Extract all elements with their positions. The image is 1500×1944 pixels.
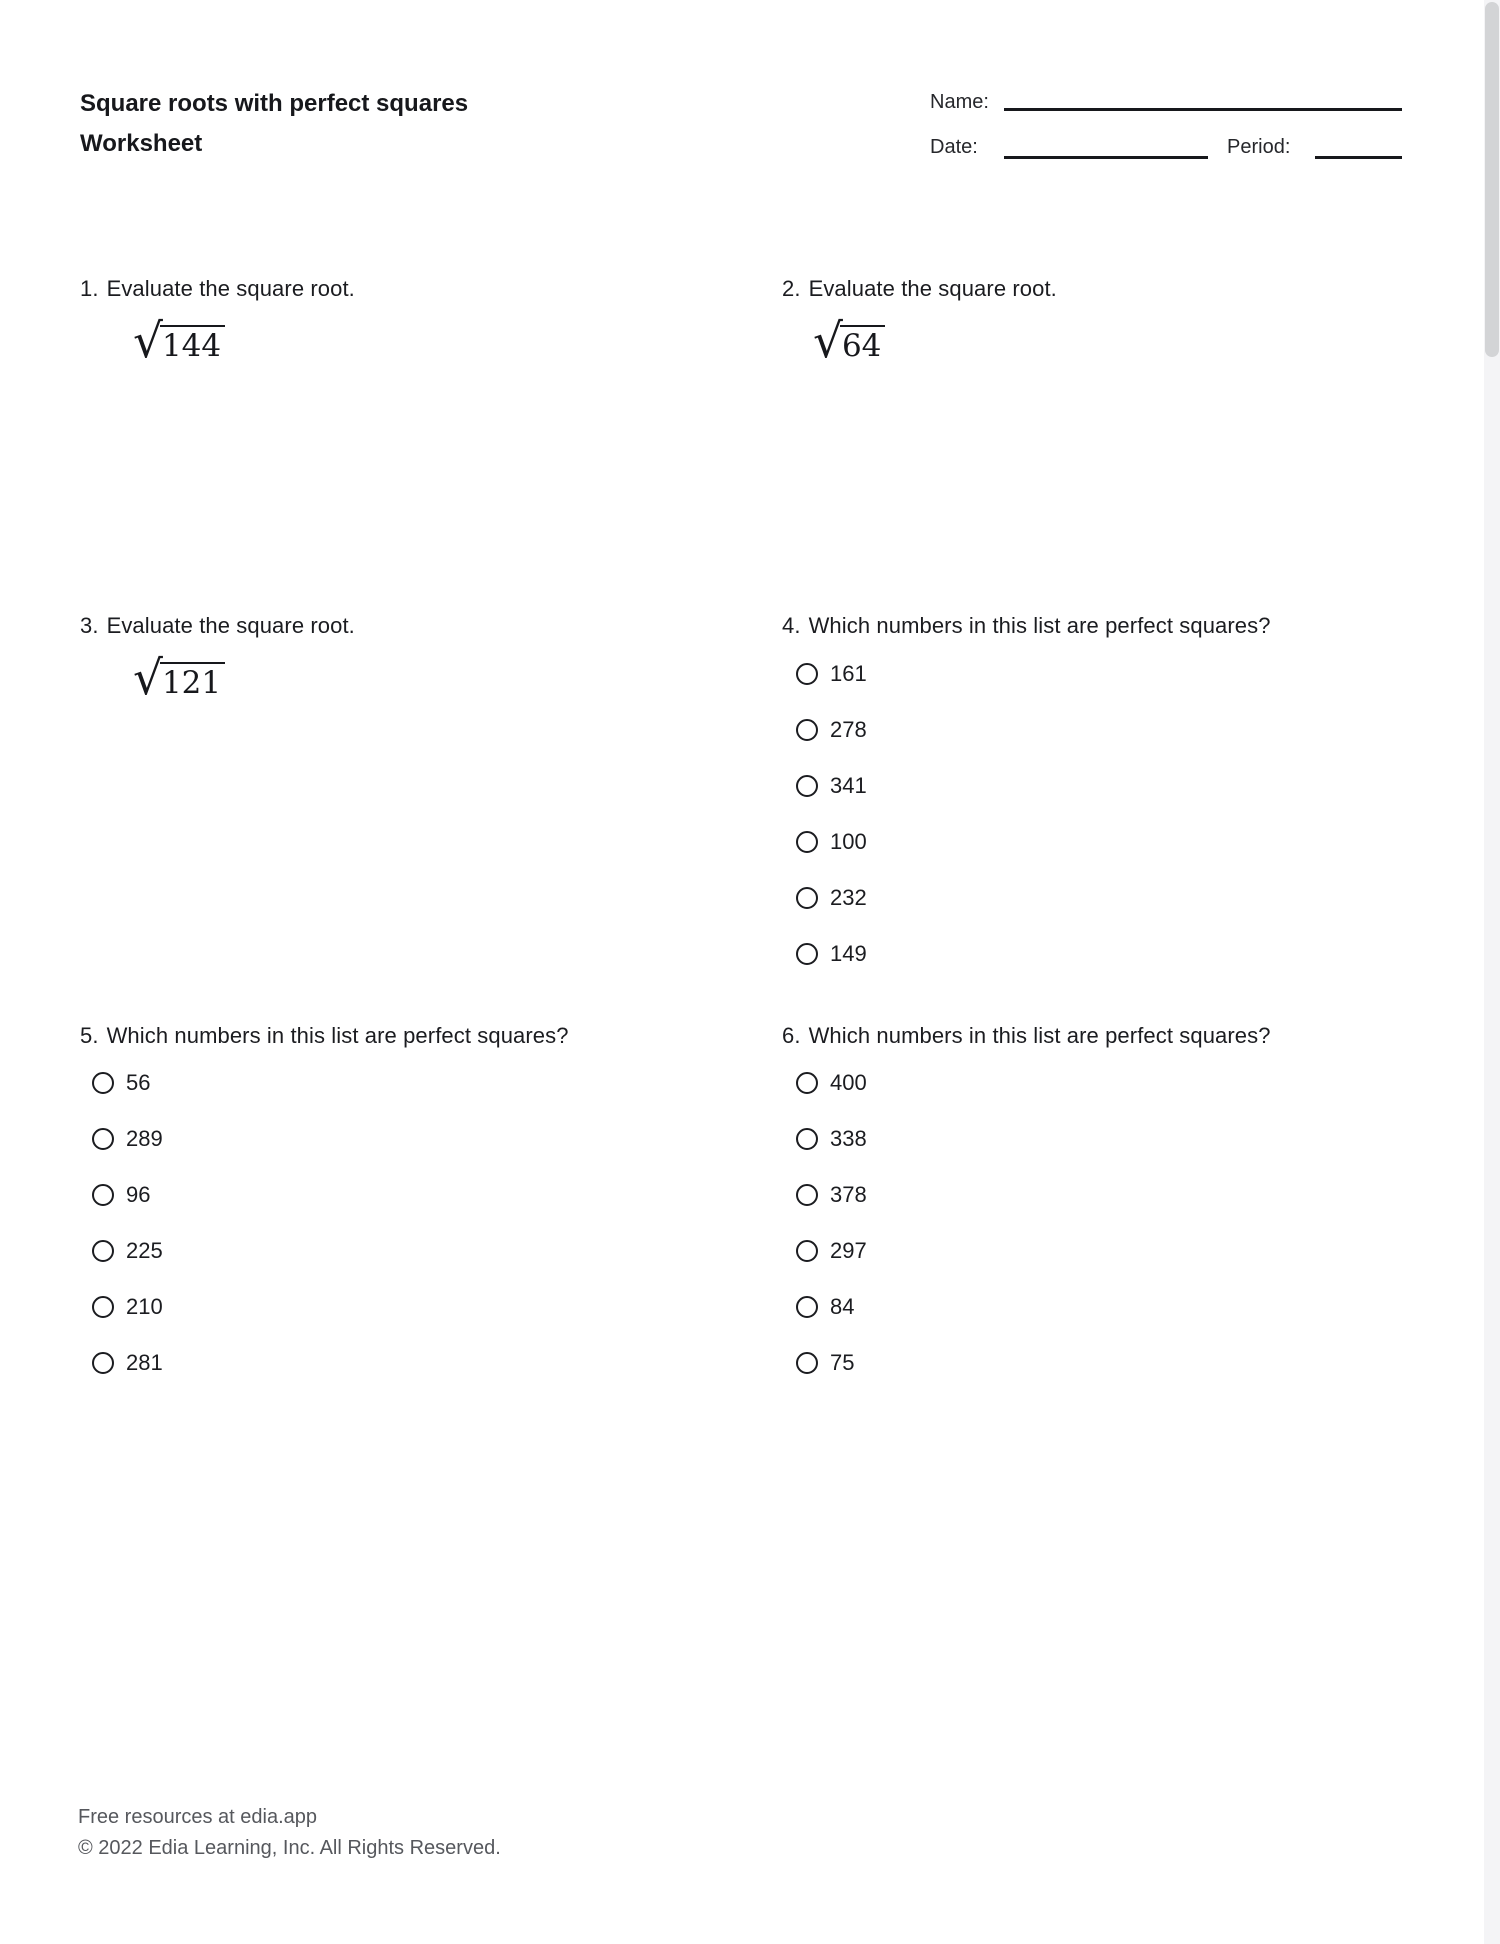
- option-label: 281: [126, 1350, 163, 1375]
- option-label: 161: [830, 661, 867, 686]
- question-1-prompt: [80, 276, 355, 302]
- option-row[interactable]: [92, 1111, 163, 1167]
- footer-resources-text: Free resources at edia.app: [78, 1806, 318, 1828]
- option-row[interactable]: [796, 702, 867, 758]
- option-row[interactable]: [796, 1335, 867, 1391]
- question-1-expression: [133, 314, 225, 369]
- question-5-prompt: [80, 1023, 569, 1049]
- question-number: 4.: [782, 613, 801, 638]
- option-row[interactable]: [796, 1111, 867, 1167]
- option-label: 225: [126, 1238, 163, 1263]
- question-4-prompt: [782, 613, 1271, 639]
- question-text: Which numbers in this list are perfect squares?: [106, 1023, 569, 1048]
- option-label: 75: [830, 1350, 855, 1375]
- worksheet-subtitle: Worksheet: [80, 130, 203, 157]
- radicand: 64: [840, 325, 885, 365]
- name-blank-line: [1004, 108, 1402, 111]
- option-row[interactable]: [796, 814, 867, 870]
- option-row[interactable]: [796, 758, 867, 814]
- question-text: Which numbers in this list are perfect squares?: [808, 1023, 1271, 1048]
- question-number: 3.: [80, 613, 99, 638]
- radio-icon[interactable]: [796, 663, 818, 685]
- radicand: 121: [160, 662, 225, 702]
- question-number: 1.: [80, 276, 99, 301]
- question-number: 5.: [80, 1023, 99, 1048]
- option-row[interactable]: [92, 1335, 163, 1391]
- question-3-prompt: [80, 613, 355, 639]
- option-label: 378: [830, 1182, 867, 1207]
- question-5-options: [92, 1055, 163, 1391]
- option-label: 297: [830, 1238, 867, 1263]
- question-4-options: [796, 646, 867, 982]
- option-label: 232: [830, 885, 867, 910]
- date-blank-line: [1004, 156, 1208, 159]
- option-label: 56: [126, 1070, 151, 1095]
- option-row[interactable]: [796, 870, 867, 926]
- option-label: 100: [830, 829, 867, 854]
- radio-icon[interactable]: [796, 943, 818, 965]
- option-row[interactable]: [796, 1223, 867, 1279]
- radio-icon[interactable]: [796, 1128, 818, 1150]
- radio-icon[interactable]: [92, 1184, 114, 1206]
- worksheet-title: Square roots with perfect squares: [80, 90, 469, 117]
- radical-sign: √: [133, 314, 163, 369]
- option-label: 341: [830, 773, 867, 798]
- radicand: 144: [160, 325, 225, 365]
- question-6-options: [796, 1055, 867, 1391]
- period-label: Period:: [1227, 136, 1291, 158]
- option-row[interactable]: [796, 646, 867, 702]
- radio-icon[interactable]: [796, 719, 818, 741]
- question-number: 2.: [782, 276, 801, 301]
- radio-icon[interactable]: [796, 1352, 818, 1374]
- radio-icon[interactable]: [796, 1072, 818, 1094]
- footer-copyright-text: © 2022 Edia Learning, Inc. All Rights Reserved.: [78, 1837, 501, 1859]
- date-label: Date:: [930, 136, 978, 158]
- option-row[interactable]: [92, 1279, 163, 1335]
- question-text: Evaluate the square root.: [106, 276, 355, 301]
- option-row[interactable]: [796, 1055, 867, 1111]
- scrollbar-thumb[interactable]: [1485, 2, 1499, 357]
- radio-icon[interactable]: [796, 831, 818, 853]
- radio-icon[interactable]: [796, 1296, 818, 1318]
- option-row[interactable]: [796, 1279, 867, 1335]
- question-3-expression: [133, 651, 225, 706]
- option-row[interactable]: [92, 1055, 163, 1111]
- question-text: Evaluate the square root.: [808, 276, 1057, 301]
- option-row[interactable]: [92, 1167, 163, 1223]
- radio-icon[interactable]: [92, 1296, 114, 1318]
- question-number: 6.: [782, 1023, 801, 1048]
- radical-sign: √: [133, 651, 163, 706]
- radio-icon[interactable]: [796, 887, 818, 909]
- question-6-prompt: [782, 1023, 1271, 1049]
- option-label: 278: [830, 717, 867, 742]
- radio-icon[interactable]: [92, 1072, 114, 1094]
- name-label: Name:: [930, 91, 989, 113]
- option-label: 84: [830, 1294, 855, 1319]
- radical-sign: √: [813, 314, 843, 369]
- option-label: 400: [830, 1070, 867, 1095]
- question-text: Which numbers in this list are perfect squares?: [808, 613, 1271, 638]
- page-footer: [78, 1802, 501, 1864]
- option-label: 149: [830, 941, 867, 966]
- option-row[interactable]: [92, 1223, 163, 1279]
- option-row[interactable]: [796, 926, 867, 982]
- question-2-prompt: [782, 276, 1057, 302]
- worksheet-header: [80, 84, 468, 164]
- option-label: 289: [126, 1126, 163, 1151]
- radio-icon[interactable]: [92, 1352, 114, 1374]
- question-text: Evaluate the square root.: [106, 613, 355, 638]
- option-row[interactable]: [796, 1167, 867, 1223]
- radio-icon[interactable]: [92, 1240, 114, 1262]
- option-label: 210: [126, 1294, 163, 1319]
- period-blank-line: [1315, 156, 1402, 159]
- radio-icon[interactable]: [92, 1128, 114, 1150]
- option-label: 338: [830, 1126, 867, 1151]
- question-2-expression: [813, 314, 885, 369]
- radio-icon[interactable]: [796, 775, 818, 797]
- radio-icon[interactable]: [796, 1240, 818, 1262]
- radio-icon[interactable]: [796, 1184, 818, 1206]
- option-label: 96: [126, 1182, 151, 1207]
